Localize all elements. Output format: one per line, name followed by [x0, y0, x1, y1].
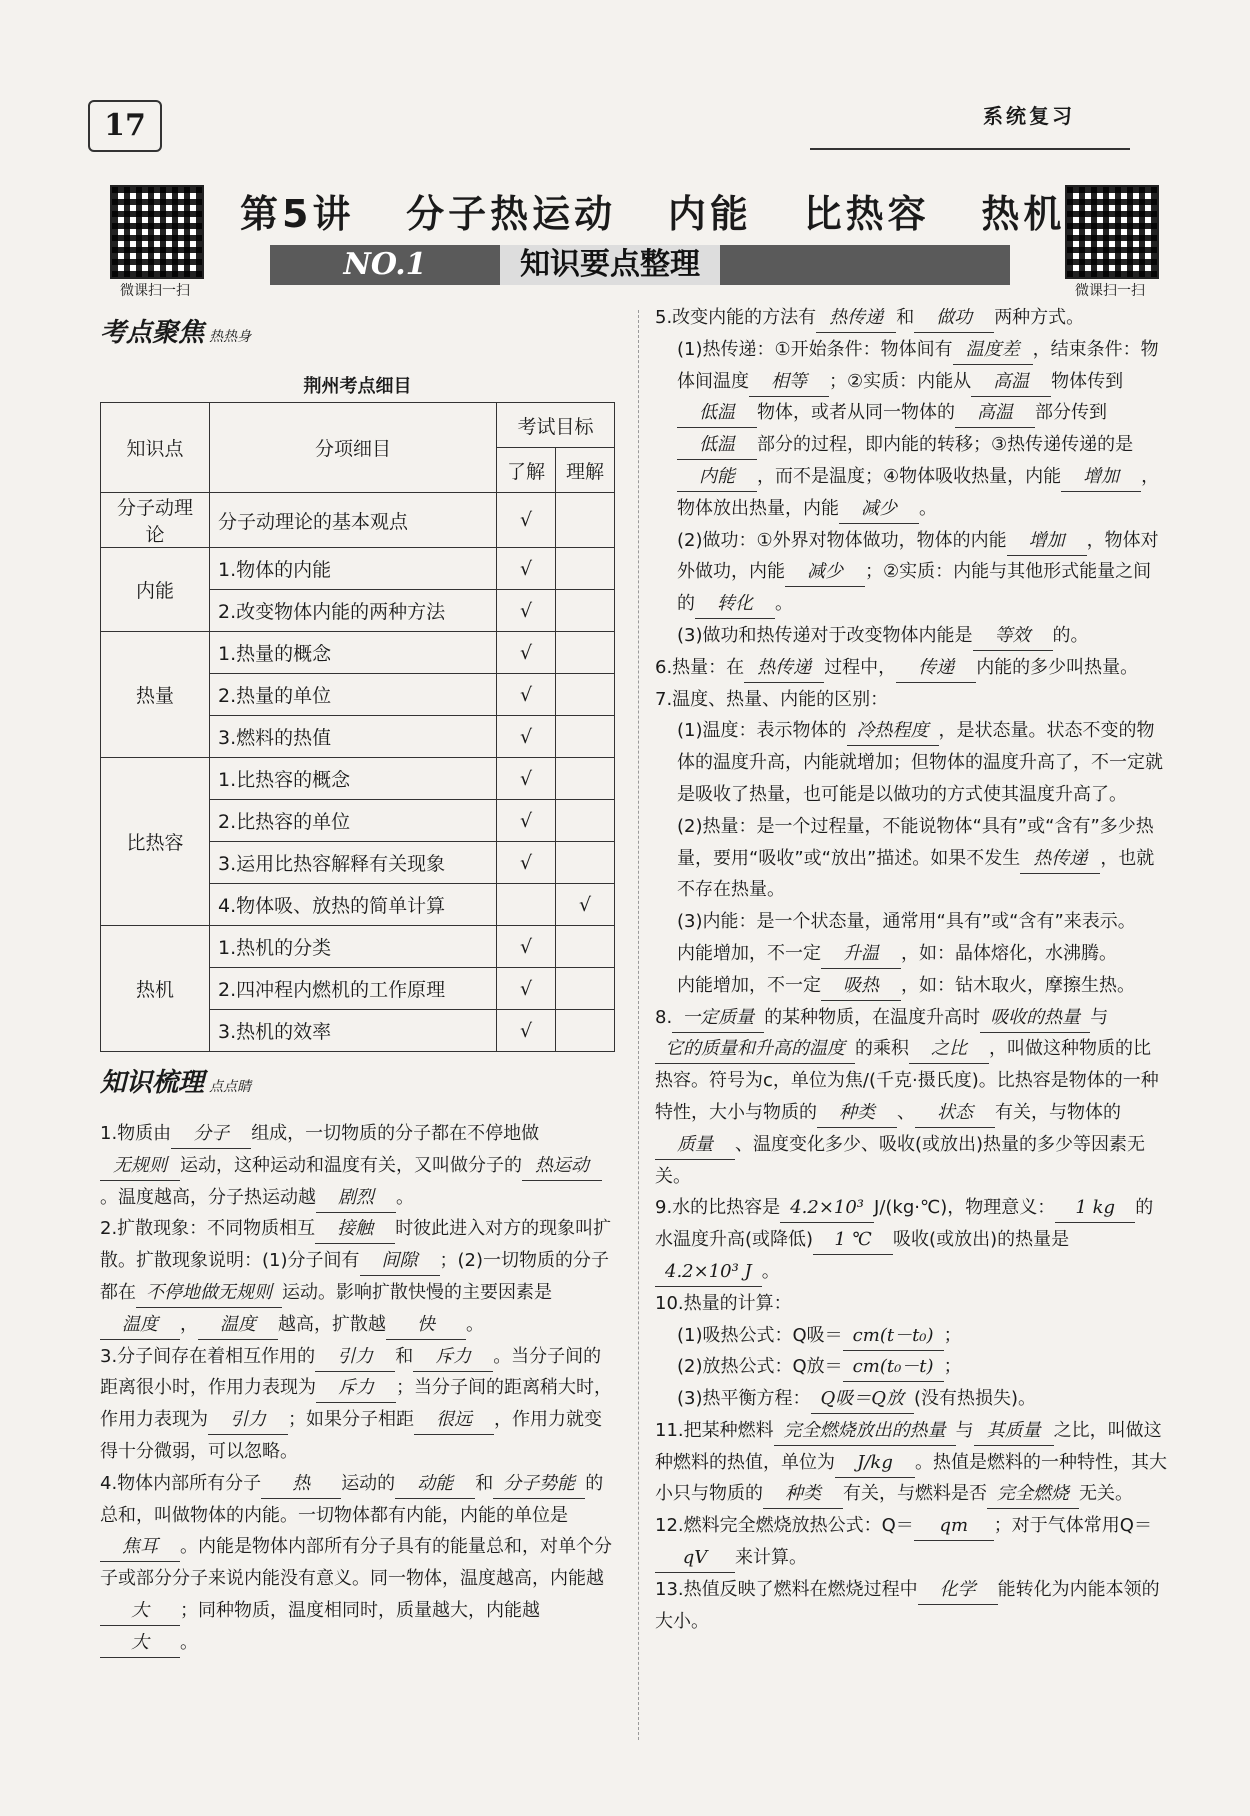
item-cell: 4.物体吸、放热的简单计算: [210, 884, 497, 926]
item-11: 11.把某种燃料 完全燃烧放出的热量 与 其质量 之比，叫做这种燃料的热值，单位为 J/kg 。热值是燃料的一种特性，其大小只与物质的 种类 有关，与燃料是否 完全燃烧 无关。: [655, 1415, 1167, 1510]
check-cell: √: [497, 548, 556, 590]
answer-blank: 状态: [915, 1099, 995, 1128]
check-cell: √: [497, 590, 556, 632]
item-8: 8. 一定质量 的某种物质，在温度升高时 吸收的热量 与它的质量和升高的温度 的乘积 之比 ，叫做这种物质的比热容。符号为c，单位为焦/(千克·摄氏度)。比热容是物体的一种特性，大小与物质的 种类 、 状态 有关，与物体的质量 、温度变化多少、吸收(或放出)热量的多少等因素无关。: [655, 1002, 1167, 1193]
item-13: 13.热值反映了燃料在燃烧过程中 化学 能转化为内能本领的大小。: [655, 1574, 1167, 1638]
left-column: [100, 1118, 618, 1659]
answer-blank: 完全燃烧: [987, 1480, 1079, 1509]
check-cell: √: [497, 842, 556, 884]
table-row: [101, 548, 615, 590]
answer-blank: 剧烈: [316, 1184, 396, 1213]
item-cell: 1.物体的内能: [210, 548, 497, 590]
answer-blank: 减少: [785, 558, 865, 587]
title-part: 热机: [981, 192, 1066, 236]
answer-blank: 快: [386, 1311, 466, 1340]
item-cell: 2.四冲程内燃机的工作原理: [210, 968, 497, 1010]
focus-heading-block: [100, 312, 251, 349]
item-cell: 2.改变物体内能的两种方法: [210, 590, 497, 632]
answer-blank: 热运动: [522, 1152, 602, 1181]
check-cell: √: [497, 1010, 556, 1052]
check-cell: [556, 800, 615, 842]
item-9: 9.水的比热容是 4.2×10³ J/(kg·℃)，物理意义： 1 kg 的水温度升高(或降低) 1 ℃ 吸收(或放出)的热量是4.2×10³ J 。: [655, 1192, 1167, 1287]
answer-blank: 动能: [395, 1470, 475, 1499]
answer-blank: 引力: [208, 1406, 288, 1435]
answer-blank: 其质量: [974, 1417, 1054, 1446]
right-column: [655, 302, 1167, 1637]
header-understand: 理解: [556, 448, 615, 493]
check-cell: [556, 926, 615, 968]
item-cell: 3.燃料的热值: [210, 716, 497, 758]
answer-blank: 斥力: [413, 1343, 493, 1372]
answer-blank: cm(t－t₀): [843, 1322, 944, 1351]
item-7-1: (1)温度：表示物体的 冷热程度 ，是状态量。状态不变的物体的温度升高，内能就增加；但物体的温度升高了，不一定就是吸收了热量，也可能是以做功的方式使其温度升高了。: [655, 715, 1167, 810]
answer-blank: cm(t₀－t): [843, 1353, 944, 1382]
check-cell: [556, 842, 615, 884]
item-4: 4.物体内部所有分子 热 运动的 动能 和 分子势能 的总和，叫做物体的内能。一切物体都有内能，内能的单位是焦耳 。内能是物体内部所有分子具有的能量总和，对单个分子或部分分子来说内能没有意义。同一物体，温度越高，内能越大 ；同种物质，温度相同时，质量越大，内能越大 。: [100, 1468, 618, 1659]
item-12: 12.燃料完全燃烧放热公式：Q＝ qm ；对于气体常用Q＝qV 来计算。: [655, 1510, 1167, 1574]
table-row: [101, 758, 615, 800]
answer-blank: 很远: [414, 1406, 494, 1435]
check-cell: √: [556, 884, 615, 926]
page-title: [240, 183, 1066, 238]
answer-blank: Q吸＝Q放: [811, 1385, 915, 1414]
answer-blank: 4.2×10³ J: [655, 1258, 762, 1287]
answer-blank: 冷热程度: [847, 717, 939, 746]
item-cell: 1.热量的概念: [210, 632, 497, 674]
item-cell: 3.热机的效率: [210, 1010, 497, 1052]
banner-text: 知识要点整理: [500, 245, 720, 285]
item-6: 6.热量：在 热传递 过程中， 传递 内能的多少叫热量。: [655, 652, 1167, 684]
answer-blank: 不停地做无规则: [136, 1279, 282, 1308]
item-10: 10.热量的计算：: [655, 1292, 792, 1314]
title-part: 分子热运动: [406, 192, 617, 236]
check-cell: √: [497, 758, 556, 800]
answer-blank: 完全燃烧放出的热量: [774, 1417, 956, 1446]
check-cell: [556, 1010, 615, 1052]
header-rule: [810, 148, 1130, 150]
header-point: 知识点: [101, 403, 210, 493]
focus-sub: 热热身: [209, 329, 252, 345]
answer-blank: 热传递: [1020, 845, 1100, 874]
check-cell: √: [497, 632, 556, 674]
item-cell: 1.热机的分类: [210, 926, 497, 968]
answer-blank: 低温: [677, 399, 757, 428]
header-know: 了解: [497, 448, 556, 493]
group-name: 热机: [101, 926, 210, 1052]
answer-blank: 热: [261, 1470, 341, 1499]
check-cell: [556, 968, 615, 1010]
title-part: 比热容: [803, 192, 930, 236]
header-target: 考试目标: [497, 403, 615, 448]
answer-blank: 高温: [971, 368, 1051, 397]
answer-blank: 增加: [1061, 463, 1141, 492]
answer-blank: 种类: [817, 1099, 897, 1128]
answer-blank: 温度: [198, 1311, 278, 1340]
item-10-2: (2)放热公式：Q放＝ cm(t₀－t) ；: [655, 1351, 1167, 1383]
check-cell: [556, 632, 615, 674]
answer-blank: 减少: [839, 495, 919, 524]
column-divider: [638, 310, 639, 1740]
group-name: 热量: [101, 632, 210, 758]
page-number: 17: [88, 100, 162, 152]
answer-blank: 传递: [896, 654, 976, 683]
answer-blank: 吸收的热量: [980, 1004, 1090, 1033]
check-cell: [556, 716, 615, 758]
answer-blank: 内能: [677, 463, 757, 492]
answer-blank: 吸热: [821, 972, 901, 1001]
answer-blank: qV: [655, 1544, 735, 1573]
right-qr-code-icon[interactable]: [1065, 185, 1159, 279]
group-name: 分子动理论: [101, 493, 210, 548]
check-cell: [556, 548, 615, 590]
check-cell: [556, 674, 615, 716]
banner-number: NO.1: [343, 247, 427, 282]
item-10-3: (3)热平衡方程： Q吸＝Q放 (没有热损失)。: [655, 1383, 1167, 1415]
answer-blank: 相等: [749, 368, 829, 397]
answer-blank: 种类: [763, 1480, 843, 1509]
focus-heading: 考点聚焦: [100, 318, 205, 348]
answer-blank: 等效: [973, 622, 1053, 651]
item-5-1: (1)热传递：①开始条件：物体间有 温度差 ，结束条件：物体间温度 相等 ；②实质：内能从 高温 物体传到低温 物体，或者从同一物体的 高温 部分传到低温 部分的过程，即内能的转移；③热传递传递的是内能 ，而不是温度；④物体吸收热量，内能 增加 ，物体放出热量，内能 减少 。: [655, 334, 1167, 525]
answer-blank: 热传递: [816, 304, 896, 333]
item-5-2: (2)做功：①外界对物体做功，物体的内能 增加 ，物体对外做功，内能 减少 ；②实质：内能与其他形式能量之间的 转化 。: [655, 525, 1167, 620]
answer-blank: 温度: [100, 1311, 180, 1340]
item-5-3: (3)做功和热传递对于改变物体内能是 等效 的。: [655, 620, 1167, 652]
item-cell: 2.热量的单位: [210, 674, 497, 716]
header-item: 分项细目: [210, 403, 497, 493]
table-row: [101, 926, 615, 968]
group-name: 内能: [101, 548, 210, 632]
answer-blank: 之比: [909, 1035, 989, 1064]
review-sub: 点点睛: [209, 1079, 252, 1095]
answer-blank: 分子势能: [493, 1470, 585, 1499]
item-7-3: (3)内能：是一个状态量，通常用“具有”或“含有”来表示。: [677, 911, 1136, 933]
item-3: 3.分子间存在着相互作用的 引力 和 斥力 。当分子间的距离很小时，作用力表现为 斥力 ；当分子间的距离稍大时，作用力表现为 引力 ；如果分子相距 很远 ，作用力就变得十分微弱，可以忽略。: [100, 1341, 618, 1468]
item-7: 7.温度、热量、内能的区别：: [655, 688, 889, 710]
group-name: 比热容: [101, 758, 210, 926]
answer-blank: 升温: [821, 940, 901, 969]
item-2: 2.扩散现象：不同物质相互 接触 时彼此进入对方的现象叫扩散。扩散现象说明：(1)分子间有 间隙 ；(2)一切物质的分子都在 不停地做无规则 运动。影响扩散快慢的主要因素是温度 ， 温度 越高，扩散越 快 。: [100, 1213, 618, 1340]
answer-blank: 间隙: [360, 1247, 440, 1276]
answer-blank: 4.2×10³: [780, 1194, 874, 1223]
check-cell: [556, 590, 615, 632]
item-7-3b: 内能增加，不一定 吸热 ，如：钻木取火，摩擦生热。: [655, 970, 1167, 1002]
check-cell: [497, 884, 556, 926]
check-cell: √: [497, 493, 556, 548]
answer-blank: 1 kg: [1055, 1194, 1135, 1223]
exam-points-table: [100, 402, 615, 1052]
item-10-1: (1)吸热公式：Q吸＝ cm(t－t₀) ；: [655, 1320, 1167, 1352]
section-label: 系统复习: [983, 104, 1075, 128]
answer-blank: 它的质量和升高的温度: [655, 1035, 855, 1064]
answer-blank: 热传递: [744, 654, 824, 683]
answer-blank: 低温: [677, 431, 757, 460]
item-cell: 1.比热容的概念: [210, 758, 497, 800]
table-row: [101, 632, 615, 674]
review-heading: 知识梳理: [100, 1068, 205, 1098]
answer-blank: J/kg: [835, 1449, 915, 1478]
item-7-3a: 内能增加，不一定 升温 ，如：晶体熔化，水沸腾。: [655, 938, 1167, 970]
left-qr-label: 微课扫一扫: [120, 283, 190, 299]
right-qr-label: 微课扫一扫: [1075, 283, 1145, 299]
table-row: [101, 493, 615, 548]
check-cell: √: [497, 716, 556, 758]
lesson-number: 第5讲: [240, 192, 355, 236]
answer-blank: 1 ℃: [813, 1226, 893, 1255]
item-cell: 3.运用比热容解释有关现象: [210, 842, 497, 884]
answer-blank: 焦耳: [100, 1533, 180, 1562]
answer-blank: 温度差: [953, 336, 1033, 365]
answer-blank: 接触: [315, 1215, 395, 1244]
section-banner: [270, 245, 1010, 285]
item-7-2: (2)热量：是一个过程量，不能说物体“具有”或“含有”多少热量，要用“吸收”或“放出”描述。如果不发生 热传递 ，也就不存在热量。: [677, 815, 1155, 901]
table-title: 荆州考点细目: [303, 376, 412, 397]
answer-blank: 大: [100, 1629, 180, 1658]
answer-blank: 做功: [914, 304, 994, 333]
check-cell: [556, 493, 615, 548]
answer-blank: 化学: [918, 1576, 998, 1605]
answer-blank: 增加: [1007, 527, 1087, 556]
answer-blank: qm: [914, 1512, 994, 1541]
check-cell: √: [497, 926, 556, 968]
check-cell: √: [497, 674, 556, 716]
answer-blank: 高温: [955, 399, 1035, 428]
review-heading-block: [100, 1062, 251, 1099]
answer-blank: 一定质量: [672, 1004, 764, 1033]
answer-blank: 分子: [171, 1120, 251, 1149]
item-cell: 2.比热容的单位: [210, 800, 497, 842]
answer-blank: 无规则: [100, 1152, 180, 1181]
item-5: 5.改变内能的方法有 热传递 和 做功 两种方式。: [655, 302, 1167, 334]
left-qr-code-icon[interactable]: [110, 185, 204, 279]
item-cell: 分子动理论的基本观点: [210, 493, 497, 548]
check-cell: √: [497, 800, 556, 842]
answer-blank: 转化: [695, 590, 775, 619]
answer-blank: 斥力: [316, 1374, 396, 1403]
title-part: 内能: [667, 192, 752, 236]
answer-blank: 引力: [315, 1343, 395, 1372]
item-1: 1.物质由 分子 组成，一切物质的分子都在不停地做无规则 运动，这种运动和温度有关，又叫做分子的 热运动。温度越高，分子热运动越 剧烈 。: [100, 1118, 618, 1213]
check-cell: √: [497, 968, 556, 1010]
answer-blank: 大: [100, 1597, 180, 1626]
answer-blank: 质量: [655, 1131, 735, 1160]
check-cell: [556, 758, 615, 800]
